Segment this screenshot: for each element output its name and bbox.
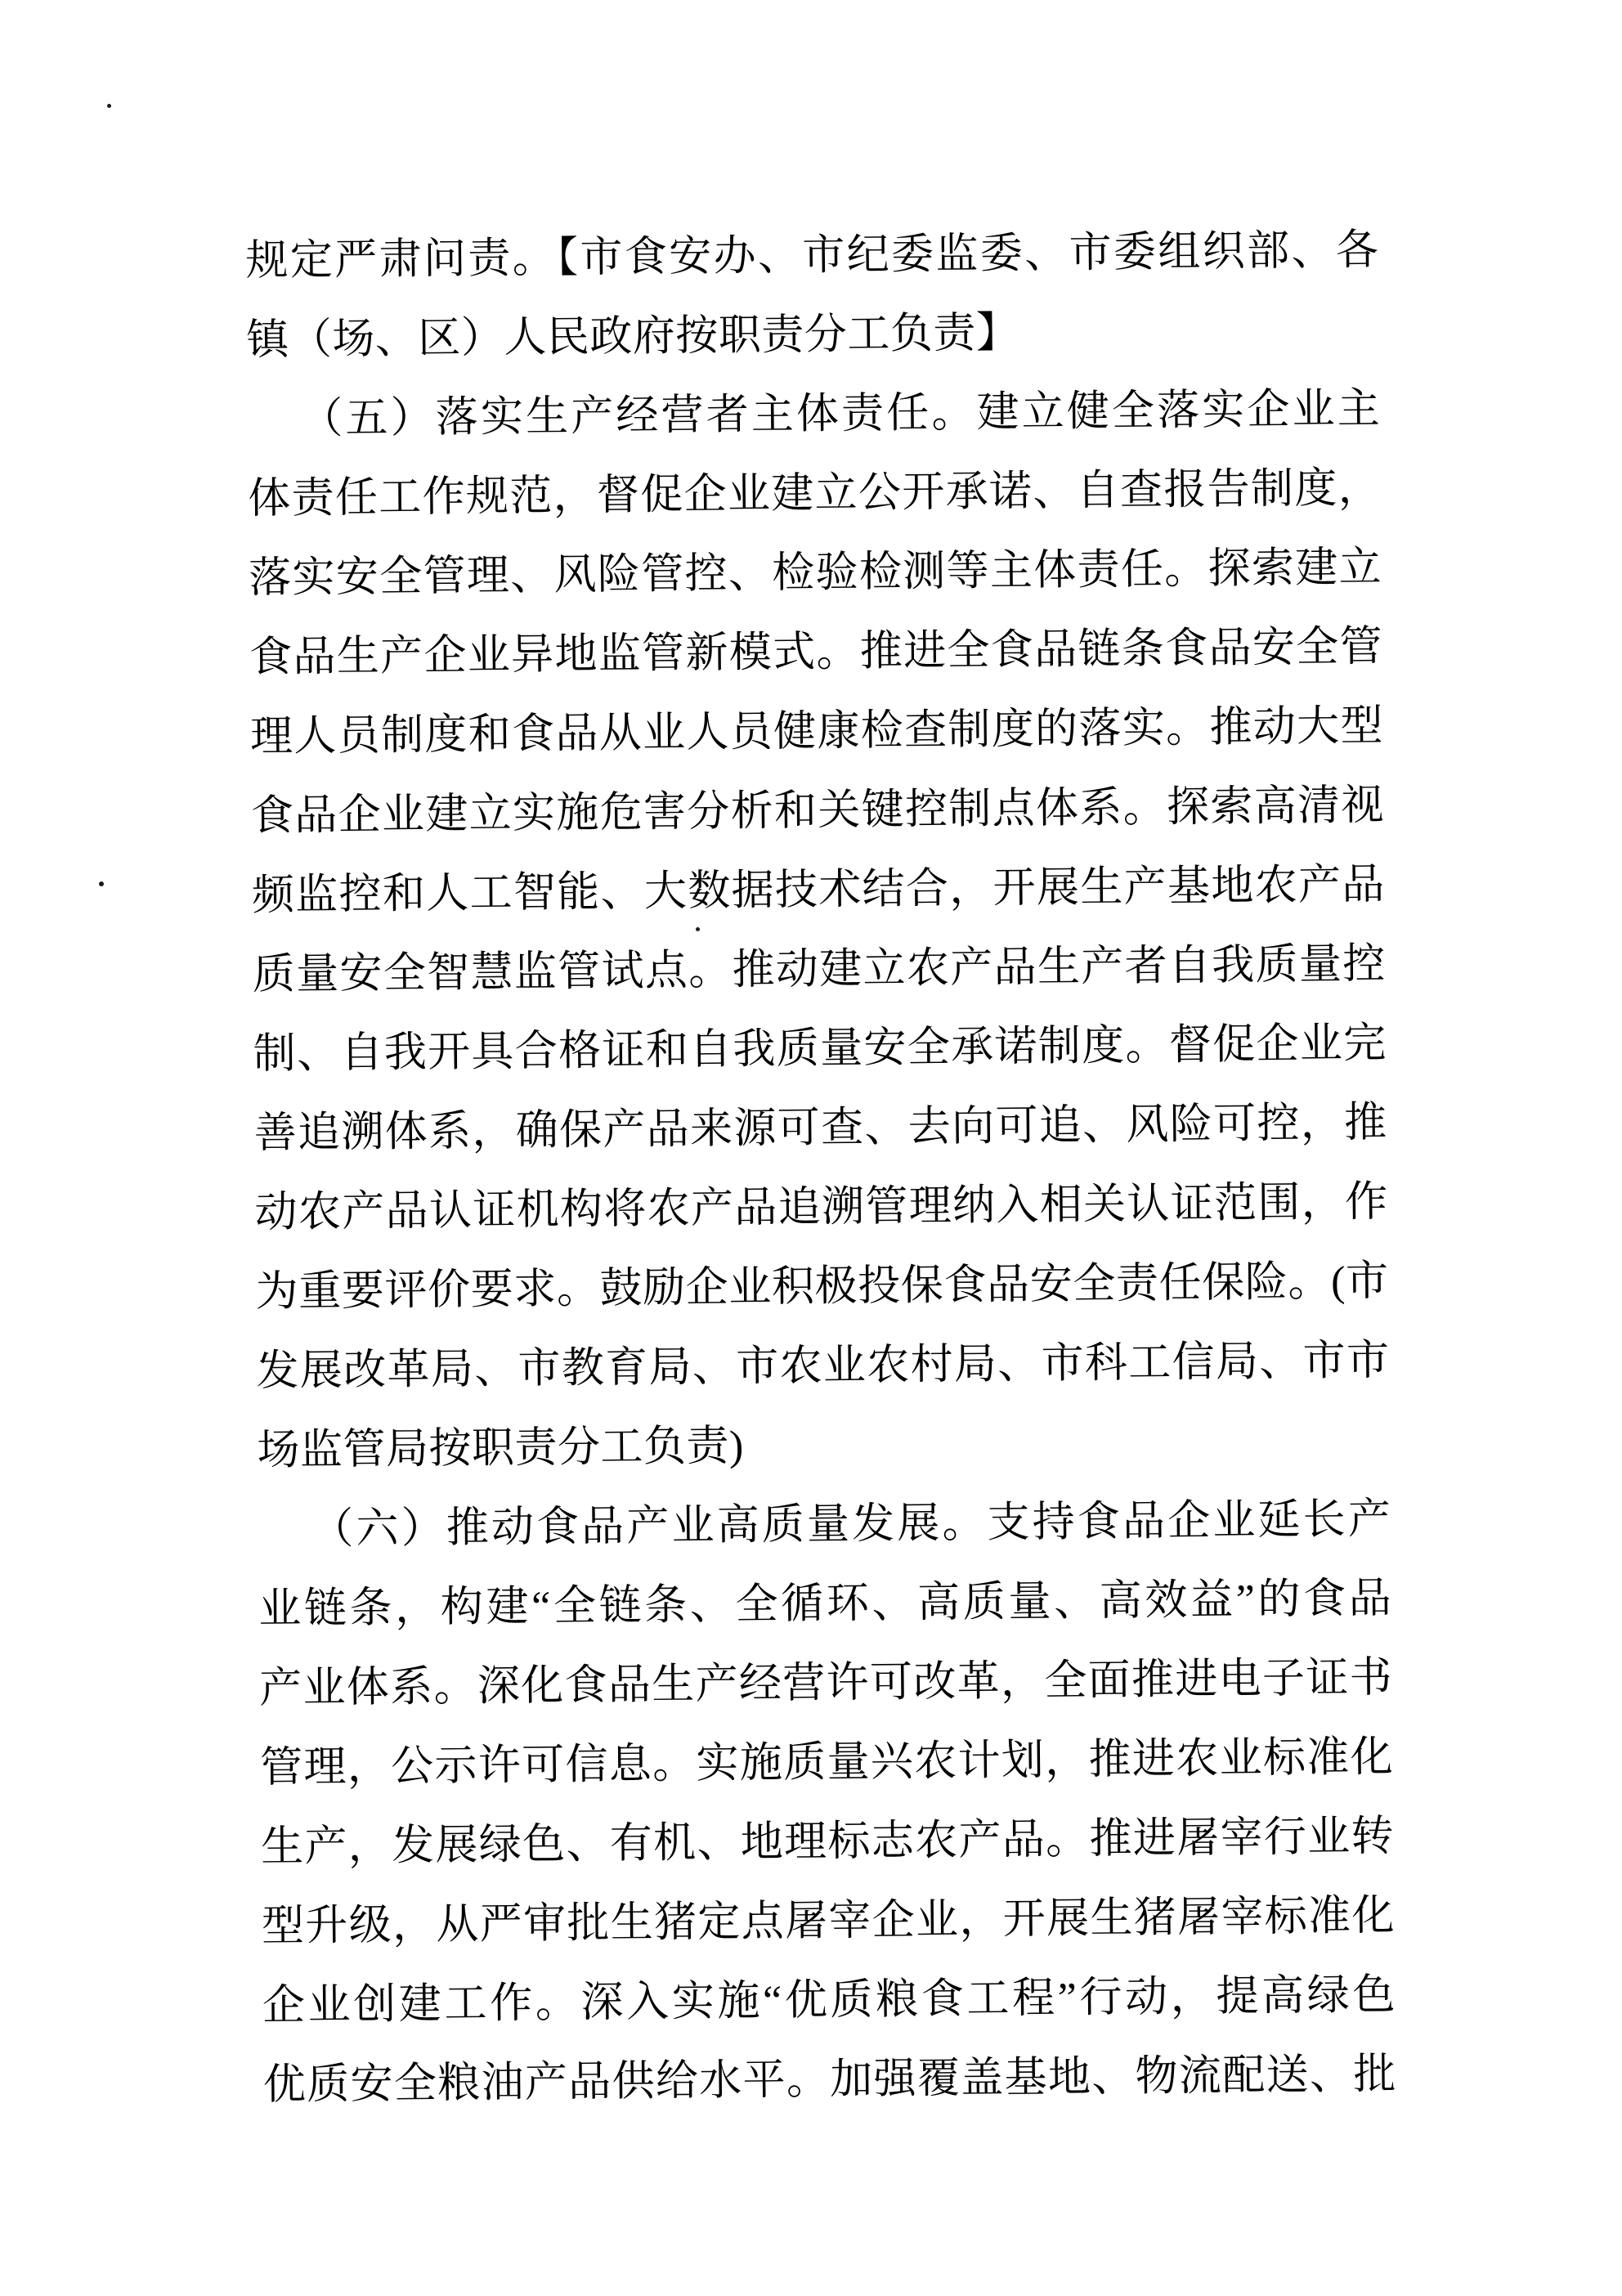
- text-line-paragraph-start: （五）落实生产经营者主体责任。建立健全落实企业主: [300, 385, 1381, 443]
- text-line: 镇（场、区）人民政府按职责分工负责】: [246, 309, 1019, 364]
- text-line: 业链条，构建“全链条、全循环、高质量、高效益”的食品: [258, 1575, 1392, 1633]
- text-line: 食品企业建立实施危害分析和关键控制点体系。探索高清视: [250, 782, 1385, 840]
- scan-speck: [107, 104, 111, 108]
- text-line: 频监控和人工智能、大数据技术结合，开展生产基地农产品: [251, 861, 1386, 919]
- text-line: 企业创建工作。深入实施“优质粮食工程”行动，提高绿色: [262, 1971, 1396, 2029]
- text-line-paragraph-start: （六）推动食品产业高质量发展。支持食品企业延长产: [311, 1496, 1391, 1554]
- scan-speck: [99, 881, 104, 886]
- text-line: 质量安全智慧监管试点。推动建立农产品生产者自我质量控: [252, 940, 1387, 998]
- text-line: 发展改革局、市教育局、市农业农村局、市科工信局、市市: [256, 1337, 1390, 1395]
- text-line: 体责任工作规范，督促企业建立公开承诺、自查报告制度，: [247, 464, 1382, 522]
- text-line: 食品生产企业异地监管新模式。推进全食品链条食品安全管: [249, 623, 1383, 681]
- text-line: 生产，发展绿色、有机、地理标志农产品。推进屠宰行业转: [260, 1813, 1395, 1871]
- text-line: 动农产品认证机构将农产品追溯管理纳入相关认证范围，作: [254, 1178, 1388, 1236]
- text-line: 优质安全粮油产品供给水平。加强覆盖基地、物流配送、批: [262, 2051, 1397, 2109]
- text-line: 制、自我开具合格证和自我质量安全承诺制度。督促企业完: [253, 1020, 1387, 1078]
- text-line: 型升级，从严审批生猪定点屠宰企业，开展生猪屠宰标准化: [261, 1892, 1396, 1950]
- text-line: 为重要评价要求。鼓励企业积极投保食品安全责任保险。(市: [255, 1258, 1389, 1316]
- text-line: 场监管局按职责分工负责): [257, 1423, 745, 1474]
- document-body-text: [245, 211, 1396, 2125]
- text-line: 善追溯体系，确保产品来源可查、去向可追、风险可控，推: [253, 1099, 1387, 1157]
- text-line: 规定严肃问责。【市食安办、市纪委监委、市委组织部、各: [245, 226, 1379, 285]
- text-line: 管理，公示许可信息。实施质量兴农计划，推进农业标准化: [259, 1733, 1394, 1792]
- text-line: 产业体系。深化食品生产经营许可改革，全面推进电子证书: [258, 1654, 1393, 1712]
- text-line: 理人员制度和食品从业人员健康检查制度的落实。推动大型: [249, 702, 1384, 760]
- text-line: 落实安全管理、风险管控、检验检测等主体责任。探索建立: [248, 544, 1382, 602]
